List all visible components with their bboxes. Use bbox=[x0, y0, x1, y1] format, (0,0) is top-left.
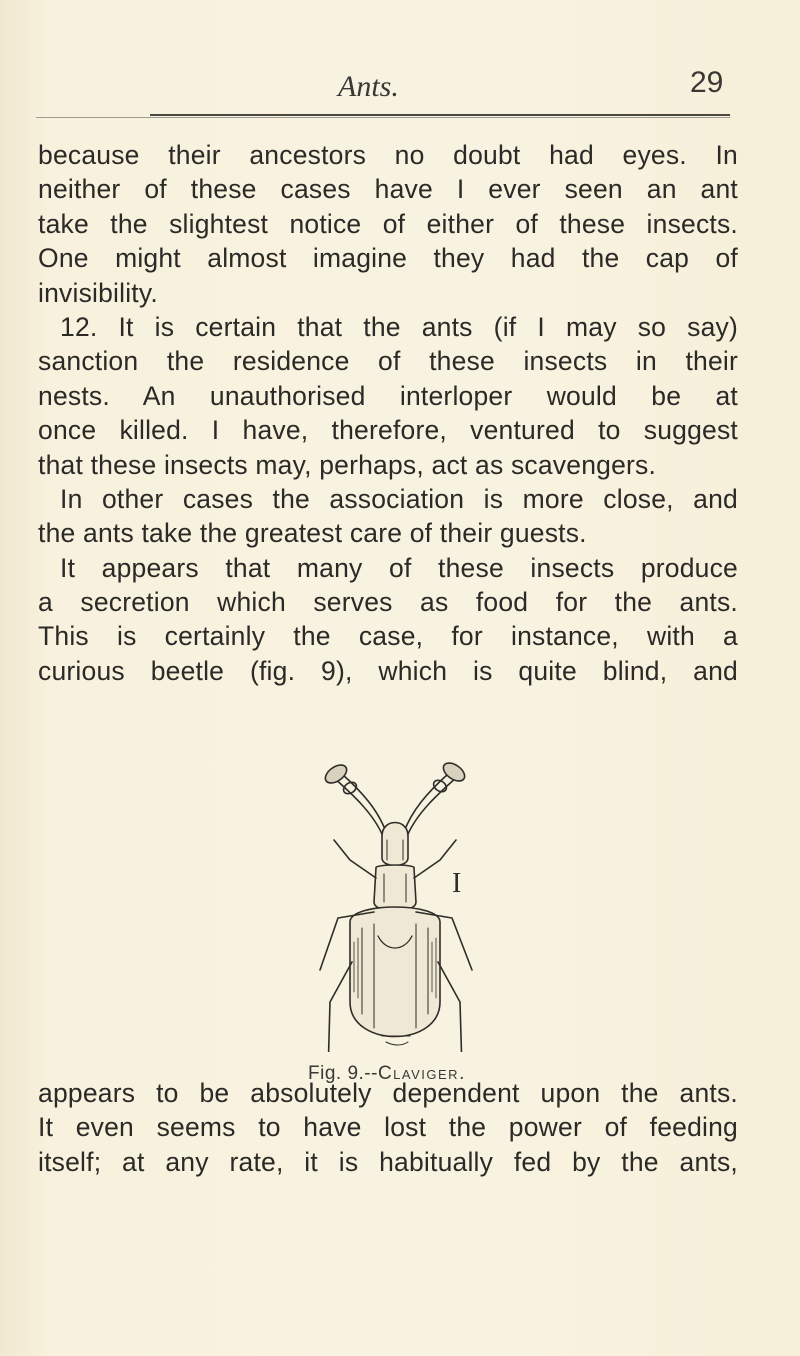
text-line: a secretion which serves as food for the ants. bbox=[38, 587, 738, 618]
caption-name: Claviger. bbox=[377, 1063, 466, 1084]
text-line: One might almost imagine they had the cap of bbox=[38, 243, 738, 274]
body-text-top bbox=[38, 138, 738, 688]
text-line: sanction the residence of these insects in their bbox=[38, 346, 738, 377]
text-line: nests. An unauthorised interloper would be at bbox=[38, 380, 738, 411]
text-line: take the slightest notice of either of these insects. bbox=[38, 208, 738, 239]
text-line: curious beetle (fig. 9), which is quite blind, and bbox=[38, 655, 738, 686]
page-number: 29 bbox=[690, 66, 724, 99]
text-line: that these insects may, perhaps, act as scavengers. bbox=[38, 449, 657, 480]
figure-label: I bbox=[452, 868, 462, 899]
running-title: Ants. bbox=[338, 70, 399, 103]
header-rule bbox=[150, 114, 730, 116]
text-line: It even seems to have lost the power of feeding bbox=[38, 1112, 738, 1143]
text-line: This is certainly the case, for instance, with a bbox=[38, 621, 738, 652]
text-line: In other cases the association is more close, and bbox=[60, 483, 738, 514]
text-line: 12. It is certain that the ants (if I may so say) bbox=[60, 311, 738, 342]
running-head bbox=[0, 66, 800, 106]
text-line: neither of these cases have I ever seen an ant bbox=[38, 174, 738, 205]
text-line: invisibility. bbox=[38, 277, 158, 308]
beetle-illustration bbox=[290, 752, 510, 1052]
text-line: itself; at any rate, it is habitually fed by the ants, bbox=[38, 1146, 738, 1177]
text-line: appears to be absolutely dependent upon the ants. bbox=[38, 1078, 738, 1108]
text-line: once killed. I have, therefore, ventured to suggest bbox=[38, 415, 738, 446]
text-line: because their ancestors no doubt had eyes. In bbox=[38, 140, 738, 170]
figure-claviger-beetle bbox=[290, 752, 510, 1052]
text-line: It appears that many of these insects produce bbox=[60, 552, 738, 583]
caption-prefix: Fig. 9.-- bbox=[308, 1063, 378, 1084]
body-text-bottom bbox=[38, 1076, 738, 1179]
text-line: the ants take the greatest care of their guests. bbox=[38, 518, 587, 549]
header-rule-thin bbox=[36, 117, 730, 118]
